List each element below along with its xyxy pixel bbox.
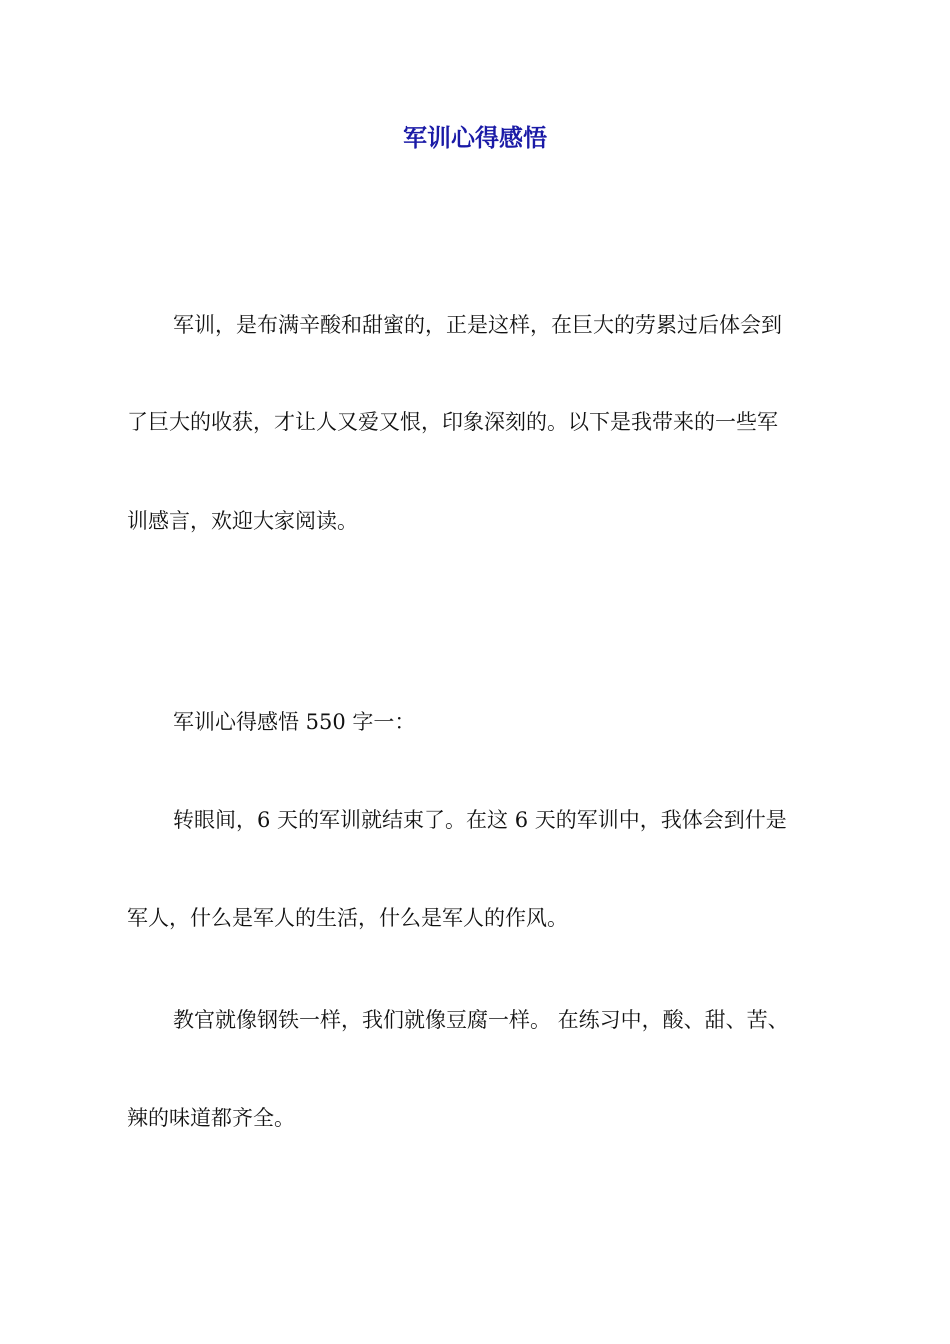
paragraph-line: 了巨大的收获，才让人又爱又恨，印象深刻的。以下是我带来的一些军 (127, 410, 778, 434)
paragraph-line: 辣的味道都齐全。 (127, 1106, 295, 1130)
paragraph-line: 军训，是布满辛酸和甜蜜的，正是这样，在巨大的劳累过后体会到 (173, 313, 782, 337)
paragraph-line: 训感言，欢迎大家阅读。 (127, 509, 358, 533)
paragraph-line: 军人，什么是军人的生活，什么是军人的作风。 (127, 906, 568, 930)
paragraph-line: 教官就像钢铁一样，我们就像豆腐一样。 在练习中，酸、甜、苦、 (173, 1008, 789, 1032)
paragraph-line: 转眼间，6 天的军训就结束了。在这 6 天的军训中，我体会到什是 (173, 808, 787, 832)
document-title: 军训心得感悟 (403, 124, 547, 152)
section-heading: 军训心得感悟 550 字一： (173, 710, 416, 734)
